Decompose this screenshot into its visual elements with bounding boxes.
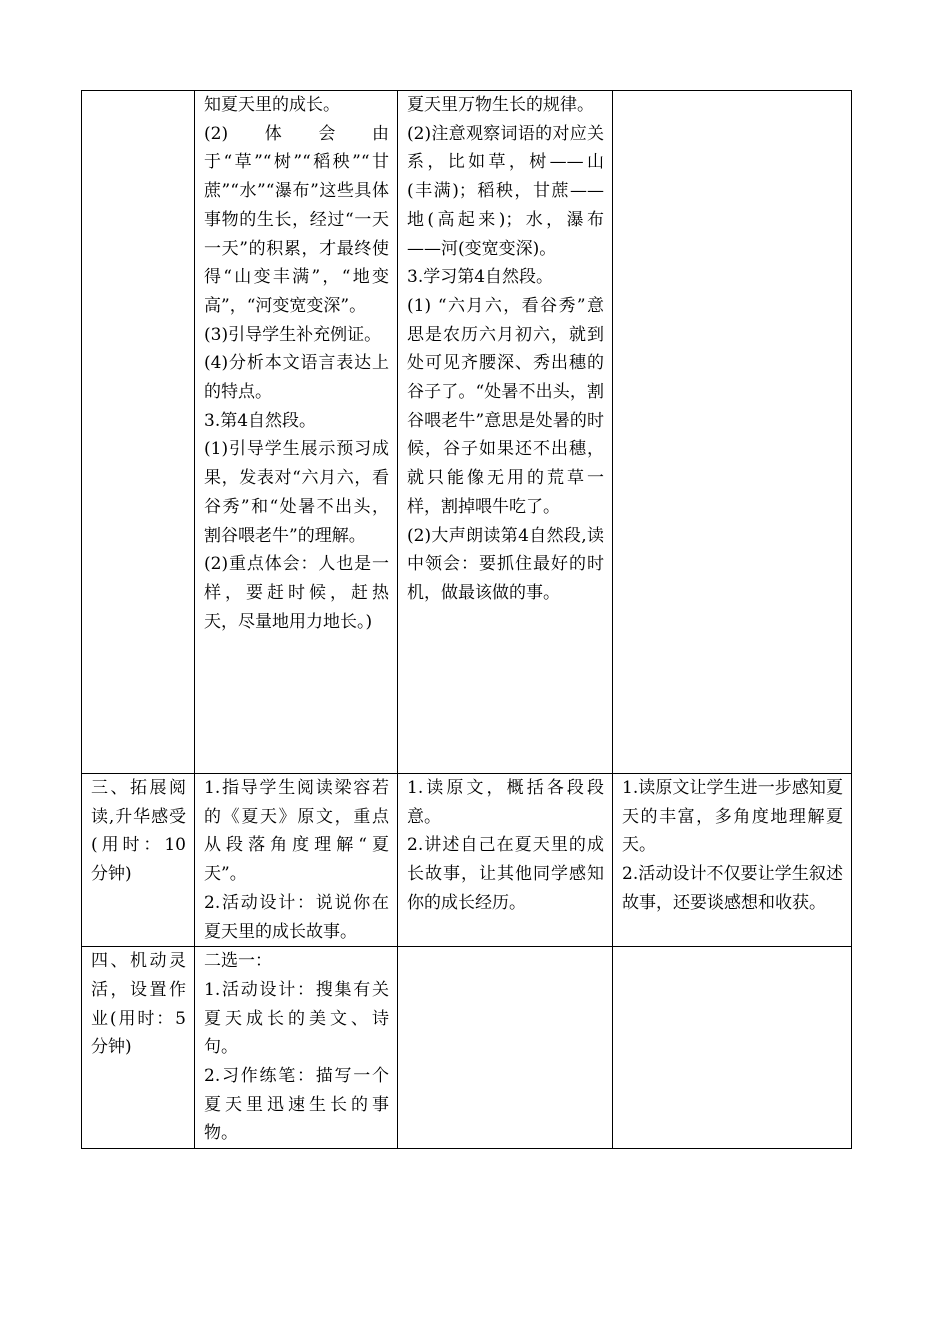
paragraph: 2.活动设计：说说你在夏天里的成长故事。 [204,892,389,942]
paragraph: 知夏天里的成长。 [204,95,340,115]
paragraph: 夏天里万物生长的规律。 [407,95,594,115]
table-row [82,774,852,947]
paragraph: (2)体会由于“草”“树”“稻秧”“甘蔗”“水”“瀑布”这些具体事物的生长，经过“一天一天”的积累，才最终使得“山变丰满”，“地变高”，“河变宽变深”。 [204,123,389,316]
stage-cell [82,947,195,1149]
table-row [82,91,852,774]
design-intent-cell [613,91,852,774]
paragraph: (1)引导学生展示预习成果，发表对“六月六，看谷秀”和“处暑不出头，割谷喂老牛”的理解。 [204,439,389,546]
paragraph: 3.第4自然段。 [204,410,317,431]
paragraph: (3)引导学生补充例证。 [204,324,382,345]
paragraph: (4)分析本文语言表达上的特点。 [204,353,389,403]
design-intent-cell [613,947,852,1149]
teacher-activity-cell [195,947,398,1149]
teacher-activity-cell [195,774,398,947]
paragraph: 二选一： [204,951,272,972]
paragraph: 1.活动设计：搜集有关夏天成长的美文、诗句。 [204,979,389,1058]
paragraph: 2.讲述自己在夏天里的成长故事，让其他同学感知你的成长经历。 [407,835,604,913]
student-activity-cell [398,947,613,1149]
stage-label: 四、机动灵活，设置作业(用时：5分钟) [91,951,186,1058]
stage-cell [82,91,195,774]
teacher-activity-cell [195,91,398,774]
student-activity-cell [398,774,613,947]
paragraph: (2)重点体会：人也是一样，要赶时候，赶热天，尽量地用力地长。) [204,554,389,632]
paragraph: 2.活动设计不仅要让学生叙述故事，还要谈感想和收获。 [622,864,843,913]
paragraph: 3.学习第4自然段。 [407,267,554,288]
student-activity-cell [398,91,613,774]
paragraph: 1.读原文，概括各段段意。 [407,778,604,827]
stage-cell [82,774,195,947]
paragraph: 1.指导学生阅读梁容若的《夏天》原文，重点从段落角度理解“夏天”。 [204,778,389,885]
table-row [82,947,852,1149]
stage-label: 三、拓展阅读,升华感受(用时：10分钟) [91,778,186,885]
paragraph: 1.读原文让学生进一步感知夏天的丰富，多角度地理解夏天。 [622,778,843,856]
lesson-plan-table [81,90,852,1149]
paragraph: 2.习作练笔：描写一个夏天里迅速生长的事物。 [204,1066,389,1144]
paragraph: (1) “六月六，看谷秀”意思是农历六月初六，就到处可见齐腰深、秀出穗的谷子了。“处暑不出头，割谷喂老牛”意思是处暑的时候，谷子如果还不出穗，就只能像无用的荒草一样，割掉喂牛吃了。 [407,295,604,517]
paragraph: (2)大声朗读第4自然段,读中领会：要抓住最好的时机，做最该做的事。 [407,525,604,603]
paragraph: (2)注意观察词语的对应关系，比如草，树——山 (丰满)；稻秧，甘蔗——地(高起来)；水，瀑布——河(变宽变深)。 [407,123,604,259]
design-intent-cell [613,774,852,947]
